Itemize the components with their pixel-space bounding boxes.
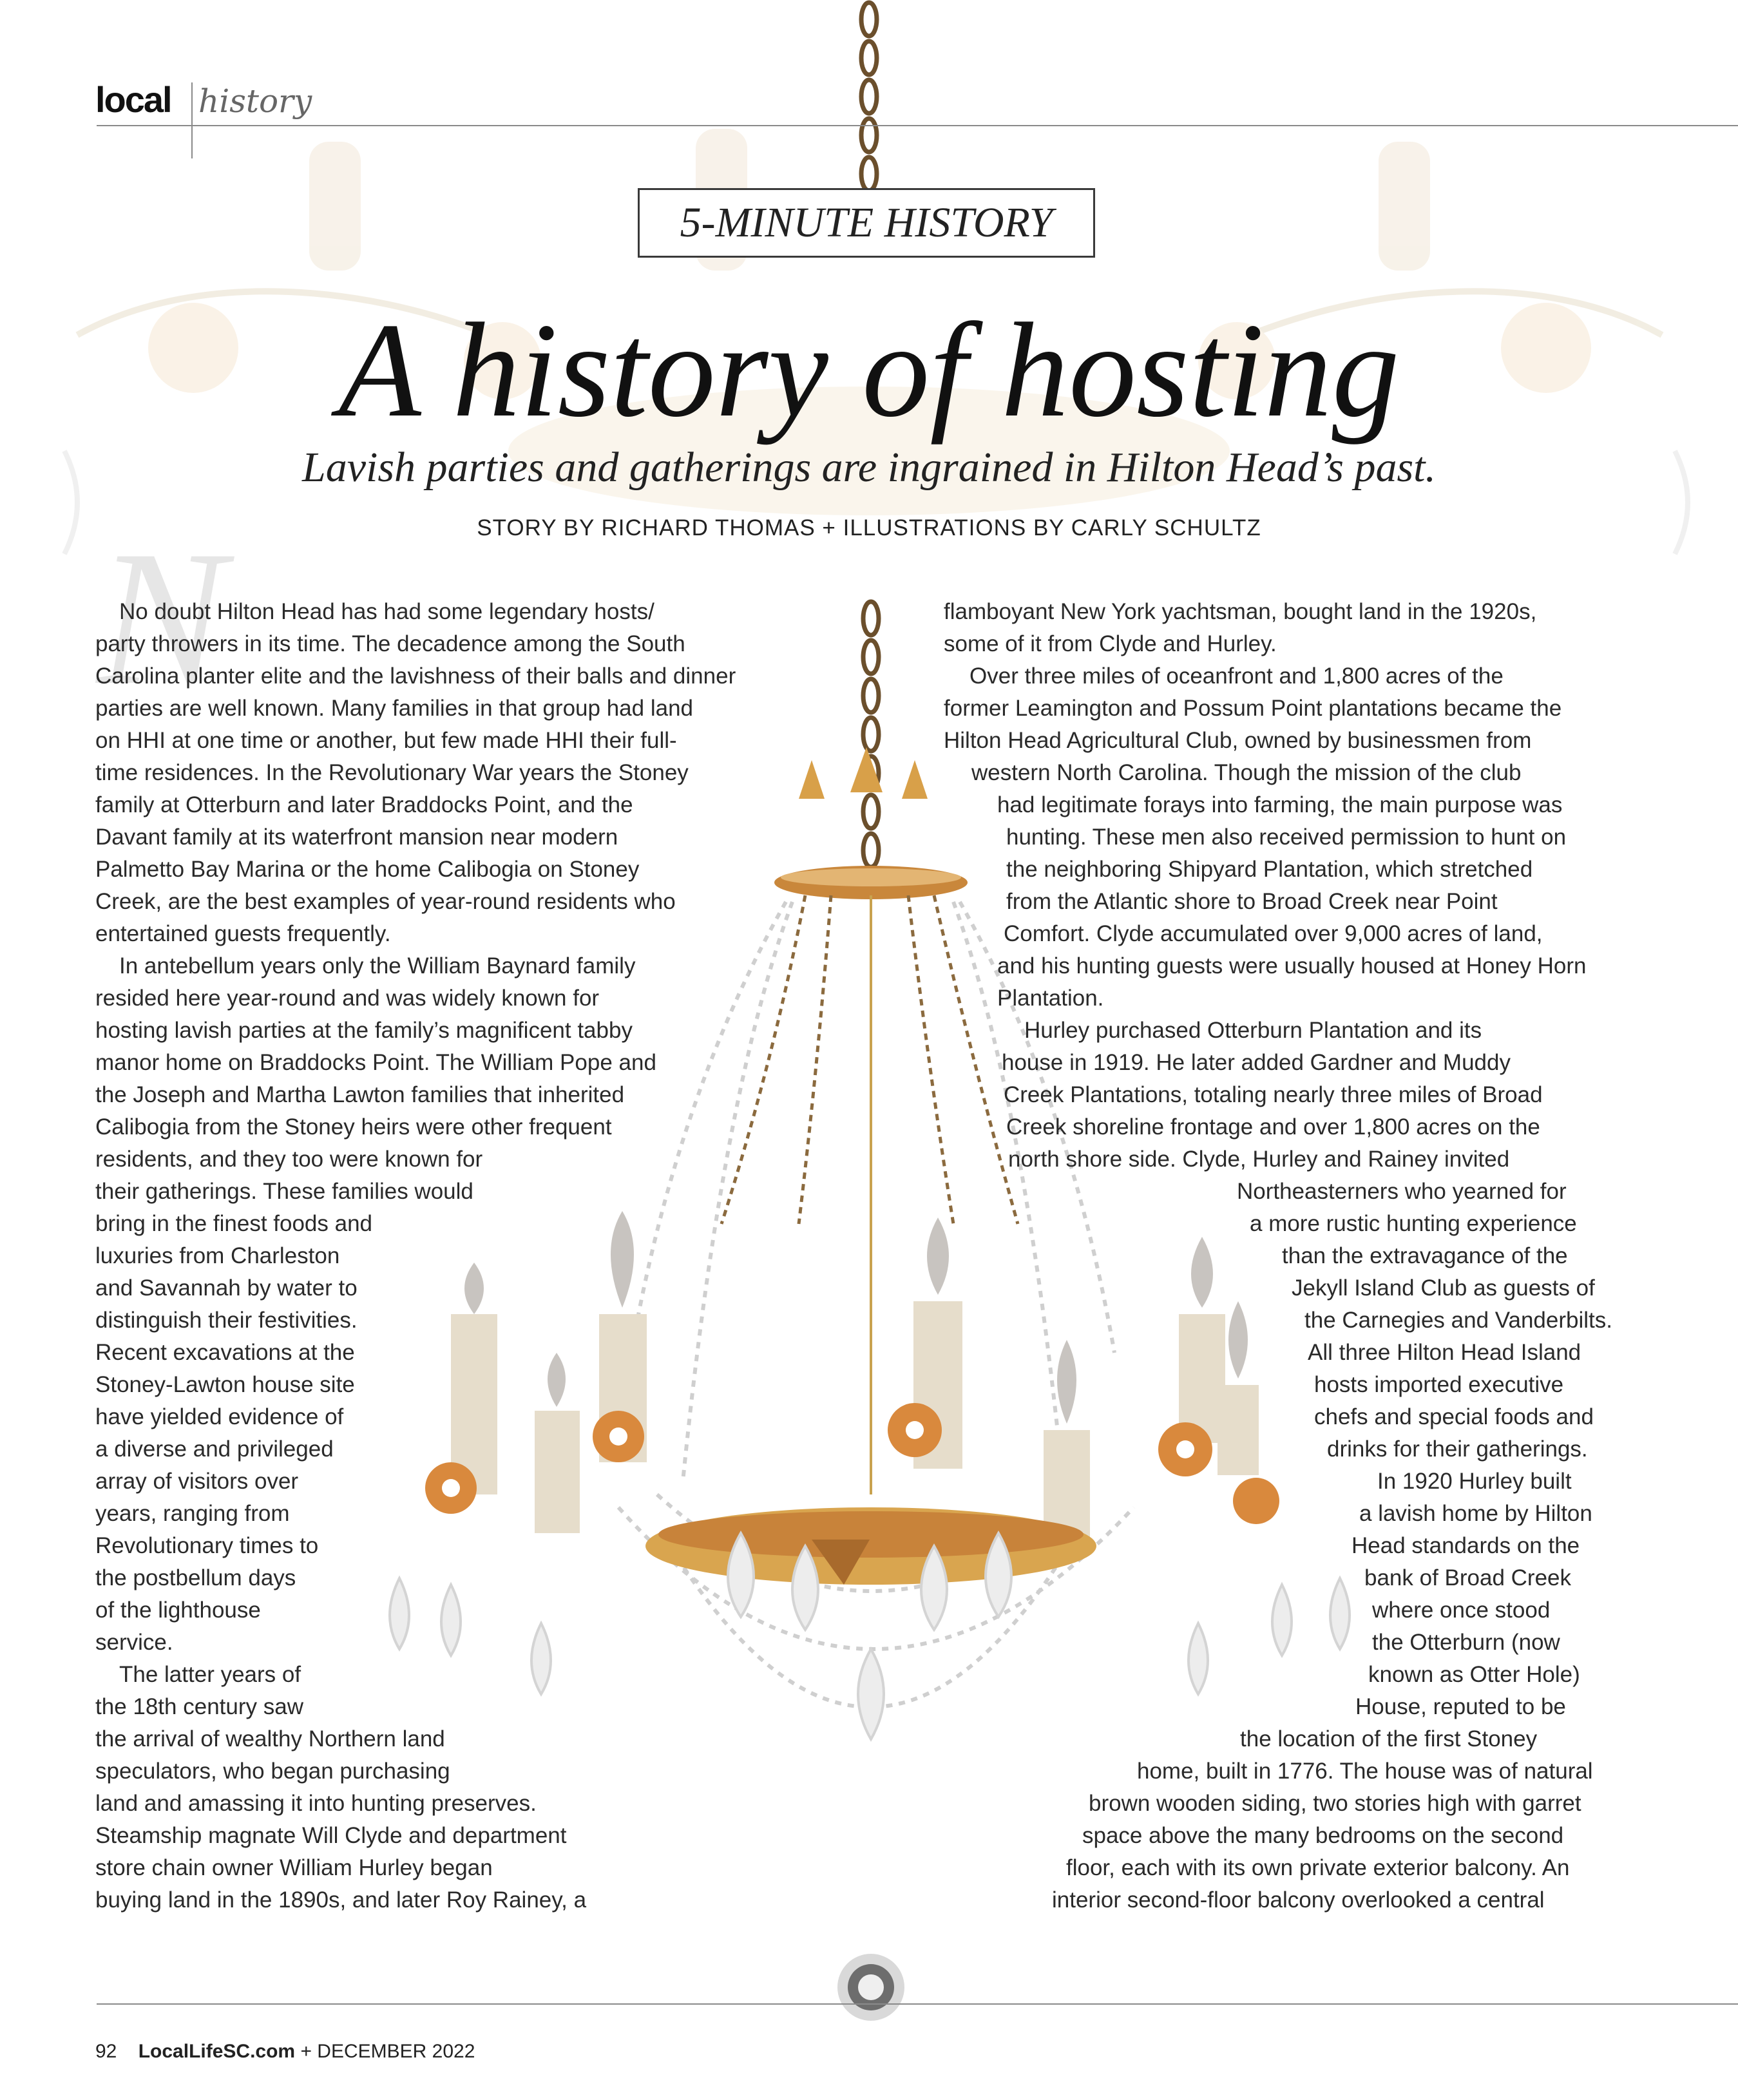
headline: A history of hosting	[338, 296, 1400, 445]
page-number: 92	[95, 2041, 117, 2062]
left-column-line: Recent excavations at the	[95, 1340, 355, 1365]
right-column-line: Hurley purchased Otterburn Plantation and its	[1024, 1018, 1482, 1043]
left-column-line: store chain owner William Hurley began	[95, 1855, 493, 1880]
right-column-line: Jekyll Island Club as guests of	[1292, 1275, 1595, 1301]
right-column-line: where once stood	[1372, 1598, 1551, 1623]
right-column-line: House, reputed to be	[1355, 1694, 1566, 1719]
right-column-line: Head standards on the	[1351, 1533, 1580, 1558]
left-column-line: the Joseph and Martha Lawton families that inherited	[95, 1082, 625, 1107]
footer-rule	[97, 2003, 1738, 2005]
left-column-line: land and amassing it into hunting preserves.	[95, 1791, 537, 1816]
right-column-line: In 1920 Hurley built	[1377, 1469, 1572, 1494]
right-column-line: former Leamington and Possum Point plantations became the	[944, 696, 1562, 721]
right-column-line: some of it from Clyde and Hurley.	[944, 631, 1277, 656]
right-column-line: had legitimate forays into farming, the main purpose was	[997, 792, 1563, 817]
left-column-line: the arrival of wealthy Northern land	[95, 1726, 445, 1752]
left-column-line: service.	[95, 1630, 173, 1655]
right-column-line: than the extravagance of the	[1282, 1243, 1568, 1268]
left-column-line: Davant family at its waterfront mansion near modern	[95, 825, 618, 850]
left-column-line: parties are well known. Many families in that group had land	[95, 696, 693, 721]
right-column-line: drinks for their gatherings.	[1327, 1437, 1588, 1462]
left-column-line: distinguish their festivities.	[95, 1308, 358, 1333]
left-column-line: Carolina planter elite and the lavishness of their balls and dinner	[95, 663, 736, 689]
left-column-line: No doubt Hilton Head has had some legendary hosts/	[119, 599, 654, 624]
right-column-line: Hilton Head Agricultural Club, owned by businessmen from	[944, 728, 1532, 753]
issue-date: + DECEMBER 2022	[300, 2041, 475, 2062]
left-column-line: family at Otterburn and later Braddocks Point, and the	[95, 792, 633, 817]
byline: STORY BY RICHARD THOMAS + ILLUSTRATIONS BY CARLY SCHULTZ	[477, 515, 1261, 540]
left-column-line: resided here year-round and was widely known for	[95, 986, 600, 1011]
dek: Lavish parties and gatherings are ingrained in Hilton Head’s past.	[301, 444, 1437, 491]
right-column-line: the location of the first Stoney	[1240, 1726, 1538, 1752]
right-column-line: the Otterburn (now	[1372, 1630, 1560, 1655]
right-column-line: home, built in 1776. The house was of natural	[1137, 1759, 1593, 1784]
left-column-line: and Savannah by water to	[95, 1275, 358, 1301]
left-column-line: manor home on Braddocks Point. The William Pope and	[95, 1050, 656, 1075]
section-label: local	[95, 79, 171, 120]
left-column-line: years, ranging from	[95, 1501, 290, 1526]
right-column-line: Northeasterners who yearned for	[1237, 1179, 1567, 1204]
right-column-line: western North Carolina. Though the mission of the club	[971, 760, 1522, 785]
subsection-label: history	[198, 82, 312, 120]
right-column-line: from the Atlantic shore to Broad Creek near Point	[1006, 889, 1498, 914]
left-column-line: on HHI at one time or another, but few made HHI their full-	[95, 728, 677, 753]
right-column-line: known as Otter Hole)	[1368, 1662, 1580, 1687]
site-name: LocalLifeSC.com	[138, 2041, 296, 2062]
left-column-line: time residences. In the Revolutionary War years the Stoney	[95, 760, 689, 785]
right-column-line: Plantation.	[997, 986, 1104, 1011]
left-column-line: a diverse and privileged	[95, 1437, 334, 1462]
right-column-line: flamboyant New York yachtsman, bought land in the 1920s,	[944, 599, 1537, 624]
right-column-line: Comfort. Clyde accumulated over 9,000 acres of land,	[1004, 921, 1543, 946]
left-column-line: entertained guests frequently.	[95, 921, 391, 946]
right-column-line: floor, each with its own private exterior balcony. An	[1066, 1855, 1570, 1880]
right-column-line: hosts imported executive	[1314, 1372, 1564, 1397]
right-column-line: a more rustic hunting experience	[1250, 1211, 1577, 1236]
right-column-line: space above the many bedrooms on the second	[1082, 1823, 1564, 1848]
left-column-line: their gatherings. These families would	[95, 1179, 473, 1204]
left-column-line: of the lighthouse	[95, 1598, 261, 1623]
right-column-line: a lavish home by Hilton	[1359, 1501, 1592, 1526]
left-column-line: Calibogia from the Stoney heirs were other frequent	[95, 1114, 612, 1140]
left-column-line: Palmetto Bay Marina or the home Calibogia on Stoney	[95, 857, 640, 882]
right-column-line: hunting. These men also received permission to hunt on	[1006, 825, 1567, 850]
right-column-line: Over three miles of oceanfront and 1,800 acres of the	[969, 663, 1504, 689]
kicker-label: 5-MINUTE HISTORY	[680, 199, 1053, 246]
left-column-line: bring in the finest foods and	[95, 1211, 373, 1236]
right-column-line: and his hunting guests were usually housed at Honey Horn	[997, 953, 1587, 978]
right-column-line: bank of Broad Creek	[1364, 1565, 1572, 1590]
left-column-line: Steamship magnate Will Clyde and department	[95, 1823, 567, 1848]
left-column-line: In antebellum years only the William Baynard family	[119, 953, 636, 978]
left-column-line: Stoney-Lawton house site	[95, 1372, 355, 1397]
svg-text:N: N	[97, 511, 226, 725]
footer	[95, 2041, 475, 2063]
left-column-line: the postbellum days	[95, 1565, 296, 1590]
right-column-line: chefs and special foods and	[1314, 1404, 1594, 1429]
left-column-line: party throwers in its time. The decadence among the South	[95, 631, 685, 656]
left-column-line: Revolutionary times to	[95, 1533, 319, 1558]
right-column-line: north shore side. Clyde, Hurley and Rainey invited	[1008, 1147, 1510, 1172]
right-column-line: brown wooden siding, two stories high with garret	[1089, 1791, 1581, 1816]
right-column-line: the neighboring Shipyard Plantation, which stretched	[1006, 857, 1533, 882]
left-column-line: array of visitors over	[95, 1469, 299, 1494]
left-column-line: buying land in the 1890s, and later Roy Rainey, a	[95, 1887, 587, 1913]
right-column-line: Creek shoreline frontage and over 1,800 acres on the	[1006, 1114, 1540, 1140]
right-column-line: the Carnegies and Vanderbilts.	[1304, 1308, 1612, 1333]
left-column-line: The latter years of	[119, 1662, 301, 1687]
left-column-line: residents, and they too were known for	[95, 1147, 483, 1172]
left-column-line: Creek, are the best examples of year-round residents who	[95, 889, 676, 914]
left-column-line: hosting lavish parties at the family’s magnificent tabby	[95, 1018, 633, 1043]
right-column-line: Creek Plantations, totaling nearly three miles of Broad	[1004, 1082, 1543, 1107]
right-column-line: house in 1919. He later added Gardner and Muddy	[1002, 1050, 1511, 1075]
left-column-line: the 18th century saw	[95, 1694, 303, 1719]
left-column-line: luxuries from Charleston	[95, 1243, 340, 1268]
right-column-line: interior second-floor balcony overlooked a central	[1052, 1887, 1545, 1913]
left-column-line: have yielded evidence of	[95, 1404, 344, 1429]
right-column-line: All three Hilton Head Island	[1308, 1340, 1581, 1365]
left-column-line: speculators, who began purchasing	[95, 1759, 450, 1784]
